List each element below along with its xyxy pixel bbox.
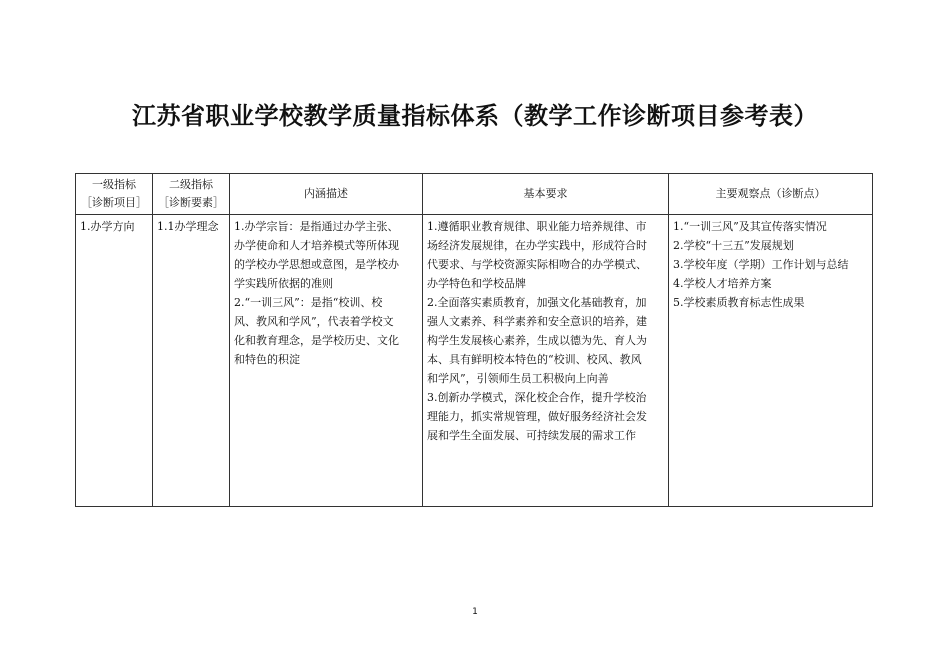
requirement-line: 和学风”，引领师生员工积极向上向善 (427, 372, 609, 385)
observation-point: 4.学校人才培养方案 (673, 277, 772, 290)
document-title: 江苏省职业学校教学质量指标体系（教学工作诊断项目参考表） (132, 101, 818, 130)
header-description-label: 内涵描述 (304, 187, 348, 200)
cell-description (230, 215, 423, 507)
description-line: 办学使命和人才培养模式等所体现 (234, 239, 399, 252)
header-level2-line1: 二级指标 (169, 178, 213, 191)
header-requirements-label: 基本要求 (523, 187, 568, 200)
description-line: 和特色的积淀 (234, 353, 300, 366)
requirement-line: 理能力，抓实常规管理，做好服务经济社会发 (427, 410, 647, 423)
header-observation-label: 主要观察点（诊断点） (715, 187, 826, 200)
header-level1-line2: ［诊断项目］ (81, 196, 147, 209)
table-header-row (76, 174, 873, 215)
observation-point: 1.“一训三风”及其宣传落实情况 (673, 220, 827, 233)
diagnosis-table (75, 173, 873, 507)
header-observation-points (669, 174, 873, 215)
cell-level2 (153, 215, 230, 507)
requirement-line: 强人文素养、科学素养和安全意识的培养，建 (427, 315, 647, 328)
observation-point: 2.学校“十三五”发展规划 (673, 239, 794, 252)
requirement-line: 办学特色和学校品牌 (427, 277, 526, 290)
requirement-line: 场经济发展规律，在办学实践中，形成符合时 (427, 239, 647, 252)
header-level2-line2: ［诊断要素］ (158, 196, 224, 209)
requirement-line: 1.遵循职业教育规律、职业能力培养规律、市 (427, 220, 647, 233)
description-line: 风、教风和学风”，代表着学校文 (234, 315, 394, 328)
header-level1 (76, 174, 153, 215)
header-requirements (423, 174, 669, 215)
observation-point: 5.学校素质教育标志性成果 (673, 296, 805, 309)
level1-text: 1.办学方向 (80, 220, 135, 233)
level2-text: 1.1办学理念 (157, 220, 219, 233)
requirement-line: 2.全面落实素质教育，加强文化基础教育，加 (427, 296, 647, 309)
requirement-line: 构学生发展核心素养，生成以德为先、育人为 (427, 334, 647, 347)
page-number: 1 (472, 607, 478, 617)
table-row (76, 215, 873, 507)
description-line: 化和教育理念，是学校历史、文化 (234, 334, 399, 347)
requirement-line: 代要求、与学校资源实际相吻合的办学模式、 (427, 258, 647, 271)
description-line: 的学校办学思想或意图，是学校办 (234, 258, 399, 271)
requirement-line: 3.创新办学模式，深化校企合作，提升学校治 (427, 391, 647, 404)
header-level1-line1: 一级指标 (92, 178, 136, 191)
cell-level1 (76, 215, 153, 507)
description-line: 学实践所依据的准则 (234, 277, 333, 290)
requirement-line: 展和学生全面发展、可持续发展的需求工作 (427, 429, 636, 442)
description-line: 2.“一训三风”：是指“校训、校 (234, 296, 383, 309)
description-line: 1.办学宗旨：是指通过办学主张、 (234, 220, 399, 233)
requirement-line: 本、具有鲜明校本特色的“校训、校风、教风 (427, 353, 642, 366)
header-level2 (153, 174, 230, 215)
observation-point: 3.学校年度（学期）工作计划与总结 (673, 258, 849, 271)
cell-requirements (423, 215, 669, 507)
cell-observation-points (669, 215, 873, 507)
header-description (230, 174, 423, 215)
